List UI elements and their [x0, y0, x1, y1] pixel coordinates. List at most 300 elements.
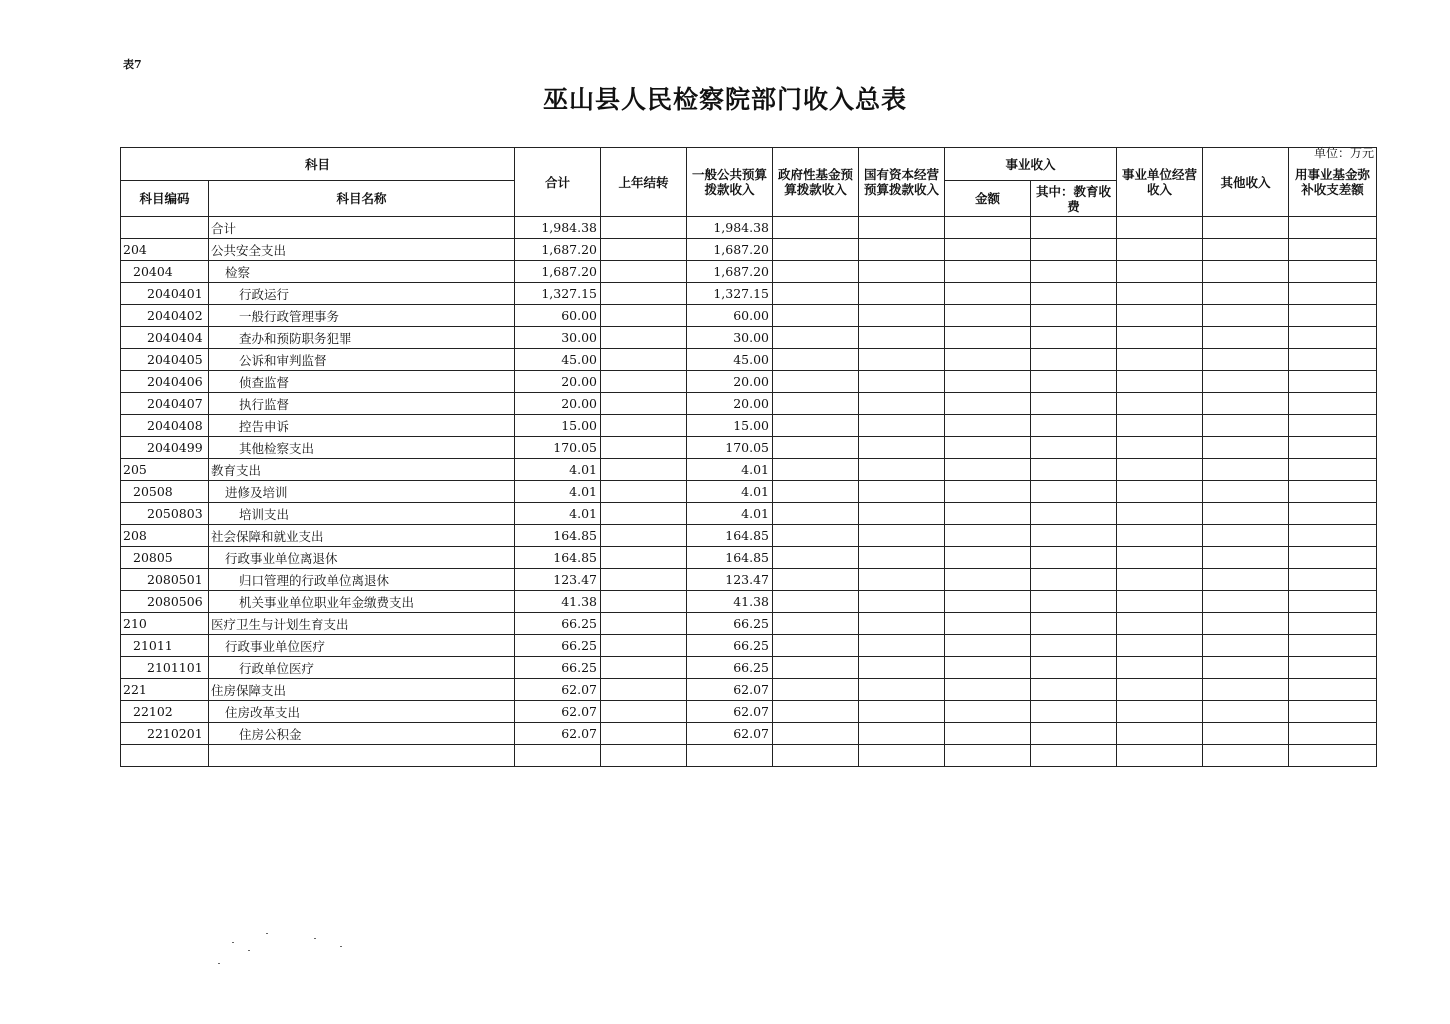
table-row [121, 261, 1377, 283]
cell-empty [859, 327, 945, 349]
table-row [121, 283, 1377, 305]
cell-name: 控告申诉 [209, 415, 515, 437]
cell-empty [773, 305, 859, 327]
header-fund-offset: 用事业基金弥补收支差额 [1289, 148, 1377, 217]
cell-empty [773, 679, 859, 701]
table-row [121, 415, 1377, 437]
header-name: 科目名称 [209, 181, 515, 217]
cell-carryover [601, 239, 687, 261]
cell-empty [1203, 437, 1289, 459]
cell-general-budget: 20.00 [687, 393, 773, 415]
cell-empty [945, 217, 1031, 239]
cell-general-budget: 170.05 [687, 437, 773, 459]
cell-empty [859, 679, 945, 701]
cell-empty [1203, 349, 1289, 371]
cell-name: 公共安全支出 [209, 239, 515, 261]
cell-empty [1289, 635, 1377, 657]
cell-empty [1117, 481, 1203, 503]
cell-empty [945, 745, 1031, 767]
cell-carryover [601, 283, 687, 305]
cell-code: 21011 [121, 635, 209, 657]
cell-total: 164.85 [515, 525, 601, 547]
cell-total: 62.07 [515, 679, 601, 701]
cell-empty [945, 723, 1031, 745]
header-general-budget: 一般公共预算拨款收入 [687, 148, 773, 217]
cell-general-budget: 66.25 [687, 657, 773, 679]
cell-empty [1203, 261, 1289, 283]
cell-empty [859, 547, 945, 569]
cell-empty [1289, 261, 1377, 283]
cell-code: 208 [121, 525, 209, 547]
cell-empty [1117, 569, 1203, 591]
cell-general-budget: 45.00 [687, 349, 773, 371]
cell-general-budget: 15.00 [687, 415, 773, 437]
cell-empty [1203, 503, 1289, 525]
table-row [121, 503, 1377, 525]
cell-name: 行政运行 [209, 283, 515, 305]
cell-empty [859, 569, 945, 591]
cell-name: 其他检察支出 [209, 437, 515, 459]
cell-empty [945, 393, 1031, 415]
cell-carryover [601, 613, 687, 635]
header-total: 合计 [515, 148, 601, 217]
cell-empty [209, 745, 515, 767]
cell-code: 204 [121, 239, 209, 261]
cell-total: 66.25 [515, 657, 601, 679]
cell-empty [859, 305, 945, 327]
cell-general-budget: 4.01 [687, 459, 773, 481]
table-row [121, 437, 1377, 459]
cell-empty [1117, 635, 1203, 657]
cell-general-budget: 20.00 [687, 371, 773, 393]
cell-carryover [601, 481, 687, 503]
cell-empty [773, 591, 859, 613]
cell-empty [945, 657, 1031, 679]
cell-empty [773, 261, 859, 283]
cell-empty [1203, 525, 1289, 547]
cell-code: 221 [121, 679, 209, 701]
cell-empty [1289, 591, 1377, 613]
table-row [121, 657, 1377, 679]
cell-empty [1117, 327, 1203, 349]
cell-empty [945, 591, 1031, 613]
cell-code: 20404 [121, 261, 209, 283]
header-code: 科目编码 [121, 181, 209, 217]
header-operation: 事业单位经营收入 [1117, 148, 1203, 217]
cell-empty [1031, 283, 1117, 305]
cell-empty [773, 283, 859, 305]
cell-empty [1117, 723, 1203, 745]
cell-carryover [601, 393, 687, 415]
cell-empty [1203, 701, 1289, 723]
cell-empty [1289, 415, 1377, 437]
cell-empty [773, 437, 859, 459]
cell-general-budget: 66.25 [687, 613, 773, 635]
cell-general-budget: 66.25 [687, 635, 773, 657]
cell-empty [1203, 745, 1289, 767]
cell-code: 2080501 [121, 569, 209, 591]
cell-code: 22102 [121, 701, 209, 723]
cell-empty [121, 745, 209, 767]
cell-empty [945, 349, 1031, 371]
cell-empty [1203, 569, 1289, 591]
cell-total: 45.00 [515, 349, 601, 371]
cell-empty [945, 481, 1031, 503]
cell-name: 住房公积金 [209, 723, 515, 745]
cell-empty [1289, 657, 1377, 679]
cell-code: 2080506 [121, 591, 209, 613]
header-amount: 金额 [945, 181, 1031, 217]
cell-empty [1117, 217, 1203, 239]
cell-empty [859, 217, 945, 239]
cell-total: 1,984.38 [515, 217, 601, 239]
table-row [121, 459, 1377, 481]
cell-empty [773, 525, 859, 547]
cell-name: 住房保障支出 [209, 679, 515, 701]
cell-empty [859, 613, 945, 635]
cell-code: 210 [121, 613, 209, 635]
cell-empty [1117, 701, 1203, 723]
cell-empty [1289, 217, 1377, 239]
cell-total: 4.01 [515, 481, 601, 503]
cell-empty [1289, 283, 1377, 305]
cell-general-budget: 62.07 [687, 701, 773, 723]
cell-empty [1117, 613, 1203, 635]
cell-code: 2040401 [121, 283, 209, 305]
cell-empty [1289, 503, 1377, 525]
cell-name: 社会保障和就业支出 [209, 525, 515, 547]
cell-name: 公诉和审判监督 [209, 349, 515, 371]
cell-empty [1031, 261, 1117, 283]
cell-empty [1031, 635, 1117, 657]
cell-name: 执行监督 [209, 393, 515, 415]
cell-empty [1203, 283, 1289, 305]
cell-carryover [601, 503, 687, 525]
header-business-income: 事业收入 [945, 148, 1117, 181]
cell-empty [1289, 481, 1377, 503]
header-state-capital: 国有资本经营预算拨款收入 [859, 148, 945, 217]
cell-empty [1031, 217, 1117, 239]
cell-empty [945, 239, 1031, 261]
cell-empty [1203, 393, 1289, 415]
cell-empty [1203, 613, 1289, 635]
cell-name: 住房改革支出 [209, 701, 515, 723]
cell-empty [859, 657, 945, 679]
cell-empty [945, 503, 1031, 525]
table-body [121, 217, 1377, 767]
cell-empty [1031, 239, 1117, 261]
cell-empty [1031, 503, 1117, 525]
cell-empty [1289, 459, 1377, 481]
cell-empty [1117, 415, 1203, 437]
header-edu-fee: 其中：教育收费 [1031, 181, 1117, 217]
cell-empty [1117, 591, 1203, 613]
cell-empty [859, 723, 945, 745]
cell-empty [1203, 217, 1289, 239]
cell-name: 行政单位医疗 [209, 657, 515, 679]
cell-empty [945, 679, 1031, 701]
cell-general-budget: 4.01 [687, 481, 773, 503]
cell-empty [773, 327, 859, 349]
form-number: 表7 [123, 58, 142, 71]
cell-total: 164.85 [515, 547, 601, 569]
cell-empty [773, 701, 859, 723]
cell-general-budget: 41.38 [687, 591, 773, 613]
cell-empty [1117, 679, 1203, 701]
cell-empty [1031, 371, 1117, 393]
cell-empty [1117, 745, 1203, 767]
cell-empty [1203, 459, 1289, 481]
cell-empty [945, 415, 1031, 437]
cell-empty [1117, 349, 1203, 371]
cell-empty [1203, 657, 1289, 679]
cell-empty [859, 349, 945, 371]
cell-carryover [601, 437, 687, 459]
cell-code: 20508 [121, 481, 209, 503]
cell-empty [601, 745, 687, 767]
cell-empty [1289, 305, 1377, 327]
cell-empty [1117, 657, 1203, 679]
cell-empty [1117, 393, 1203, 415]
cell-empty [1031, 679, 1117, 701]
table-row [121, 635, 1377, 657]
cell-empty [945, 547, 1031, 569]
cell-empty [1203, 305, 1289, 327]
cell-empty [1031, 415, 1117, 437]
table-row [121, 591, 1377, 613]
table-row [121, 349, 1377, 371]
cell-empty [945, 261, 1031, 283]
cell-empty [773, 569, 859, 591]
cell-code [121, 217, 209, 239]
cell-carryover [601, 657, 687, 679]
table-row [121, 371, 1377, 393]
scan-speck [218, 963, 220, 964]
cell-name: 合计 [209, 217, 515, 239]
table-row [121, 613, 1377, 635]
cell-empty [773, 371, 859, 393]
cell-empty [1289, 745, 1377, 767]
cell-empty [1031, 723, 1117, 745]
table-row [121, 217, 1377, 239]
cell-empty [945, 437, 1031, 459]
cell-empty [945, 371, 1031, 393]
cell-carryover [601, 635, 687, 657]
cell-general-budget: 1,687.20 [687, 239, 773, 261]
cell-empty [1117, 503, 1203, 525]
table-row [121, 547, 1377, 569]
cell-empty [1031, 305, 1117, 327]
cell-name: 行政事业单位医疗 [209, 635, 515, 657]
cell-total: 123.47 [515, 569, 601, 591]
cell-empty [859, 371, 945, 393]
income-summary-table [120, 147, 1377, 767]
table-row [121, 569, 1377, 591]
cell-empty [773, 547, 859, 569]
cell-empty [1031, 701, 1117, 723]
cell-empty [773, 393, 859, 415]
cell-code: 2050803 [121, 503, 209, 525]
cell-empty [859, 415, 945, 437]
cell-empty [773, 349, 859, 371]
table-row [121, 305, 1377, 327]
cell-empty [1031, 459, 1117, 481]
cell-name: 培训支出 [209, 503, 515, 525]
cell-total: 4.01 [515, 459, 601, 481]
cell-empty [1031, 569, 1117, 591]
cell-empty [1117, 283, 1203, 305]
cell-empty [945, 613, 1031, 635]
cell-empty [773, 239, 859, 261]
cell-general-budget: 4.01 [687, 503, 773, 525]
cell-general-budget: 1,687.20 [687, 261, 773, 283]
scan-speck [340, 946, 342, 947]
cell-total: 41.38 [515, 591, 601, 613]
cell-empty [1289, 327, 1377, 349]
table-row [121, 525, 1377, 547]
cell-empty [1203, 327, 1289, 349]
cell-carryover [601, 371, 687, 393]
cell-general-budget: 62.07 [687, 679, 773, 701]
cell-total: 20.00 [515, 393, 601, 415]
cell-general-budget: 62.07 [687, 723, 773, 745]
cell-empty [773, 481, 859, 503]
cell-code: 2210201 [121, 723, 209, 745]
cell-name: 一般行政管理事务 [209, 305, 515, 327]
cell-empty [1203, 547, 1289, 569]
cell-total: 20.00 [515, 371, 601, 393]
scan-speck [314, 938, 316, 939]
cell-empty [859, 591, 945, 613]
cell-empty [859, 745, 945, 767]
cell-total: 4.01 [515, 503, 601, 525]
cell-total: 1,327.15 [515, 283, 601, 305]
cell-carryover [601, 349, 687, 371]
cell-code: 2040404 [121, 327, 209, 349]
table-row-empty [121, 745, 1377, 767]
cell-carryover [601, 591, 687, 613]
cell-empty [1031, 613, 1117, 635]
cell-empty [1117, 525, 1203, 547]
cell-name: 侦查监督 [209, 371, 515, 393]
cell-empty [1203, 239, 1289, 261]
cell-total: 170.05 [515, 437, 601, 459]
cell-empty [1289, 371, 1377, 393]
cell-empty [945, 525, 1031, 547]
cell-empty [945, 283, 1031, 305]
cell-empty [1031, 547, 1117, 569]
cell-name: 归口管理的行政单位离退休 [209, 569, 515, 591]
cell-carryover [601, 679, 687, 701]
cell-total: 1,687.20 [515, 261, 601, 283]
cell-empty [945, 635, 1031, 657]
cell-total: 66.25 [515, 613, 601, 635]
cell-empty [859, 481, 945, 503]
cell-empty [859, 261, 945, 283]
header-carryover: 上年结转 [601, 148, 687, 217]
cell-empty [687, 745, 773, 767]
cell-empty [773, 745, 859, 767]
cell-empty [1031, 437, 1117, 459]
cell-total: 62.07 [515, 723, 601, 745]
cell-empty [1117, 547, 1203, 569]
cell-empty [1203, 723, 1289, 745]
cell-name: 教育支出 [209, 459, 515, 481]
scan-speck [248, 950, 250, 951]
cell-general-budget: 123.47 [687, 569, 773, 591]
cell-carryover [601, 217, 687, 239]
cell-carryover [601, 723, 687, 745]
cell-name: 行政事业单位离退休 [209, 547, 515, 569]
cell-empty [945, 305, 1031, 327]
cell-empty [1203, 635, 1289, 657]
cell-empty [1031, 393, 1117, 415]
cell-carryover [601, 261, 687, 283]
page-title: 巫山县人民检察院部门收入总表 [542, 85, 907, 114]
cell-code: 20805 [121, 547, 209, 569]
cell-general-budget: 1,984.38 [687, 217, 773, 239]
cell-empty [1289, 547, 1377, 569]
cell-general-budget: 164.85 [687, 525, 773, 547]
cell-general-budget: 164.85 [687, 547, 773, 569]
cell-empty [1031, 481, 1117, 503]
header-subject: 科目 [121, 148, 515, 181]
cell-carryover [601, 415, 687, 437]
cell-empty [773, 657, 859, 679]
cell-empty [1289, 437, 1377, 459]
cell-carryover [601, 569, 687, 591]
cell-empty [859, 393, 945, 415]
cell-total: 62.07 [515, 701, 601, 723]
cell-empty [1289, 525, 1377, 547]
cell-empty [945, 459, 1031, 481]
cell-name: 查办和预防职务犯罪 [209, 327, 515, 349]
cell-empty [1289, 679, 1377, 701]
scan-speck [266, 933, 268, 934]
cell-carryover [601, 525, 687, 547]
cell-empty [1203, 679, 1289, 701]
cell-empty [1117, 305, 1203, 327]
cell-empty [945, 569, 1031, 591]
cell-empty [1031, 327, 1117, 349]
cell-empty [1031, 525, 1117, 547]
cell-empty [1117, 371, 1203, 393]
cell-empty [945, 701, 1031, 723]
cell-empty [773, 415, 859, 437]
cell-empty [859, 283, 945, 305]
cell-total: 30.00 [515, 327, 601, 349]
cell-code: 205 [121, 459, 209, 481]
cell-empty [1031, 745, 1117, 767]
cell-empty [1203, 415, 1289, 437]
cell-empty [1203, 591, 1289, 613]
cell-name: 医疗卫生与计划生育支出 [209, 613, 515, 635]
cell-code: 2040405 [121, 349, 209, 371]
cell-empty [1289, 393, 1377, 415]
cell-empty [1031, 349, 1117, 371]
cell-general-budget: 1,327.15 [687, 283, 773, 305]
cell-empty [1289, 613, 1377, 635]
cell-carryover [601, 305, 687, 327]
cell-empty [1289, 569, 1377, 591]
cell-empty [1203, 481, 1289, 503]
cell-name: 检察 [209, 261, 515, 283]
cell-code: 2040499 [121, 437, 209, 459]
cell-empty [945, 327, 1031, 349]
cell-empty [859, 635, 945, 657]
table-header [121, 148, 1377, 217]
cell-carryover [601, 547, 687, 569]
